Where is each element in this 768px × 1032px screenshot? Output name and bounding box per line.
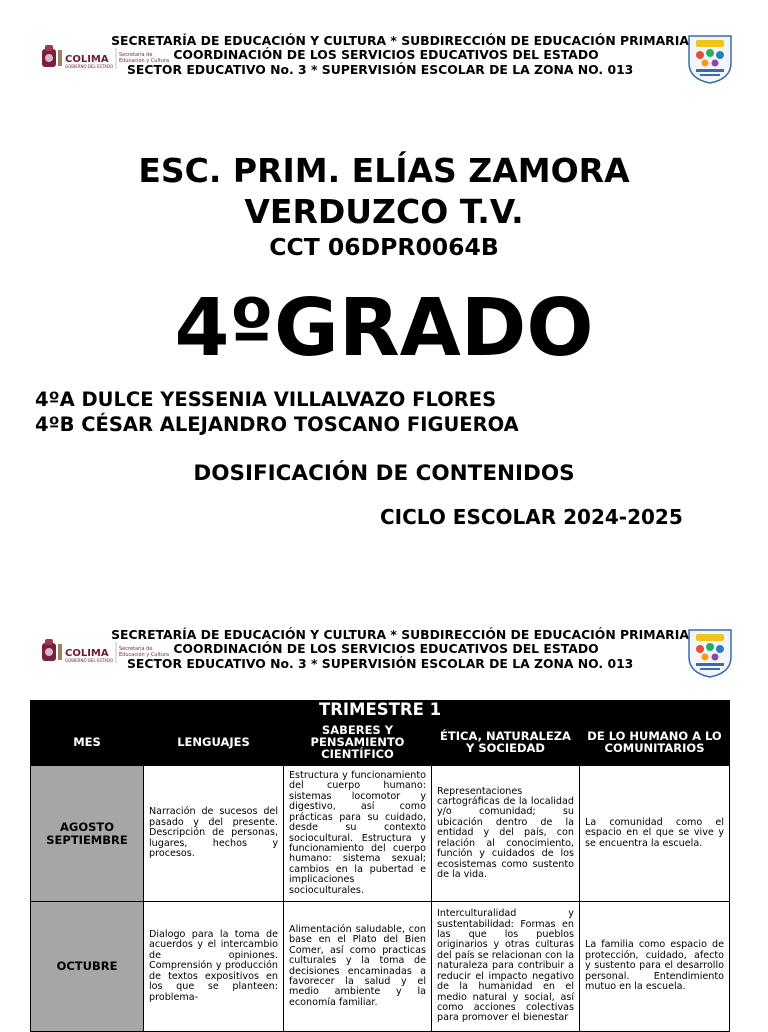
- school-seal-icon: [686, 627, 734, 679]
- table-row: [31, 902, 730, 1032]
- school-name-line-1: ESC. PRIM. ELÍAS ZAMORA: [138, 151, 630, 190]
- svg-text:Educación y Cultura: Educación y Cultura: [119, 652, 170, 658]
- svg-text:COLIMA: COLIMA: [65, 648, 109, 659]
- teacher-group-b: 4ºB CÉSAR ALEJANDRO TOSCANO FIGUEROA: [35, 413, 519, 436]
- institution-header: [0, 33, 768, 93]
- etica-cell: Interculturalidad y sustentabilidad: Formas en las que los pueblos originarios y otras culturas del país se relacionan con la naturaleza para contribuir a reducir el impacto negativo de la humanidad en el medio natural y social, así como acciones colectivas para promover el bienestar: [432, 902, 580, 1032]
- etica-cell: Representaciones cartográficas de la localidad y/o comunidad; su ubicación dentro de la entidad y del país, con relación al conocimiento, función y cuidados de los ecosistemas como sustento de la vida.: [432, 766, 580, 902]
- column-header-etica: ÉTICA, NATURALEZA Y SOCIEDAD: [432, 719, 580, 766]
- grade-title: 4ºGRADO: [174, 282, 594, 374]
- lenguajes-cell: Narración de sucesos del pasado y del presente. Descripción de personas, lugares, hechos y procesos.: [144, 766, 284, 902]
- header-line-3: SECTOR EDUCATIVO No. 3 * SUPERVISIÓN ESCOLAR DE LA ZONA NO. 013: [127, 62, 634, 77]
- table-row: [31, 766, 730, 902]
- svg-text:GOBIERNO DEL ESTADO: GOBIERNO DEL ESTADO: [65, 658, 114, 663]
- header-line-2: COORDINACIÓN DE LOS SERVICIOS EDUCATIVOS DEL ESTADO: [173, 641, 599, 656]
- column-header-saberes: SABERES Y PENSAMIENTO CIENTÍFICO: [284, 719, 432, 766]
- school-cycle: CICLO ESCOLAR 2024-2025: [380, 505, 683, 529]
- school-seal: [686, 627, 734, 679]
- humano-cell: La familia como espacio de protección, cuidado, afecto y sustento para el desarrollo personal. Entendimiento mutuo en la escuela.: [580, 902, 730, 1032]
- svg-text:Educación y Cultura: Educación y Cultura: [119, 58, 170, 64]
- dosificacion-table: [30, 700, 730, 1032]
- month-cell: OCTUBRE: [31, 902, 144, 1032]
- svg-text:GOBIERNO DEL ESTADO: GOBIERNO DEL ESTADO: [65, 64, 114, 69]
- school-cct: CCT 06DPR0064B: [269, 233, 499, 261]
- header-line-2: COORDINACIÓN DE LOS SERVICIOS EDUCATIVOS DEL ESTADO: [173, 47, 599, 62]
- header-line-1: SECRETARÍA DE EDUCACIÓN Y CULTURA * SUBDIRECCIÓN DE EDUCACIÓN PRIMARIA: [111, 627, 689, 642]
- trimester-title: TRIMESTRE 1: [31, 701, 730, 720]
- lenguajes-cell: Dialogo para la toma de acuerdos y el intercambio de opiniones. Comprensión y producción de textos expositivos en los que se planteen: problema-: [144, 902, 284, 1032]
- saberes-cell: Alimentación saludable, con base en el Plato del Bien Comer, así como practicas culturales y la toma de decisiones encaminadas a favorecer la salud y el medio ambiente y la economía familiar.: [284, 902, 432, 1032]
- institution-header-2: [0, 627, 768, 687]
- humano-cell: La comunidad como el espacio en el que se vive y se encuentra la escuela.: [580, 766, 730, 902]
- document-title: DOSIFICACIÓN DE CONTENIDOS: [193, 461, 575, 486]
- svg-text:Secretaría de: Secretaría de: [119, 52, 153, 58]
- header-line-1: SECRETARÍA DE EDUCACIÓN Y CULTURA * SUBDIRECCIÓN DE EDUCACIÓN PRIMARIA: [111, 33, 689, 48]
- svg-text:Secretaría de: Secretaría de: [119, 646, 153, 652]
- school-seal: [686, 33, 734, 85]
- school-name-line-2: VERDUZCO T.V.: [244, 192, 524, 231]
- month-cell: AGOSTO SEPTIEMBRE: [31, 766, 144, 902]
- svg-text:COLIMA: COLIMA: [65, 54, 109, 65]
- school-seal-icon: [686, 33, 734, 85]
- header-line-3: SECTOR EDUCATIVO No. 3 * SUPERVISIÓN ESCOLAR DE LA ZONA NO. 013: [127, 656, 634, 671]
- saberes-cell: Estructura y funcionamiento del cuerpo humano: sistemas locomotor y digestivo, así como prácticas para su cuidado, desde su contexto sociocultural. Estructura y funcionamiento del cuerpo humano: sistema sexual; cambios en la pubertad e implicaciones socioculturales.: [284, 766, 432, 902]
- teacher-group-a: 4ºA DULCE YESSENIA VILLALVAZO FLORES: [35, 388, 497, 411]
- column-header-lenguajes: LENGUAJES: [144, 719, 284, 766]
- column-header-mes: MES: [31, 719, 144, 766]
- column-header-humano: DE LO HUMANO A LO COMUNITARIOS: [580, 719, 730, 766]
